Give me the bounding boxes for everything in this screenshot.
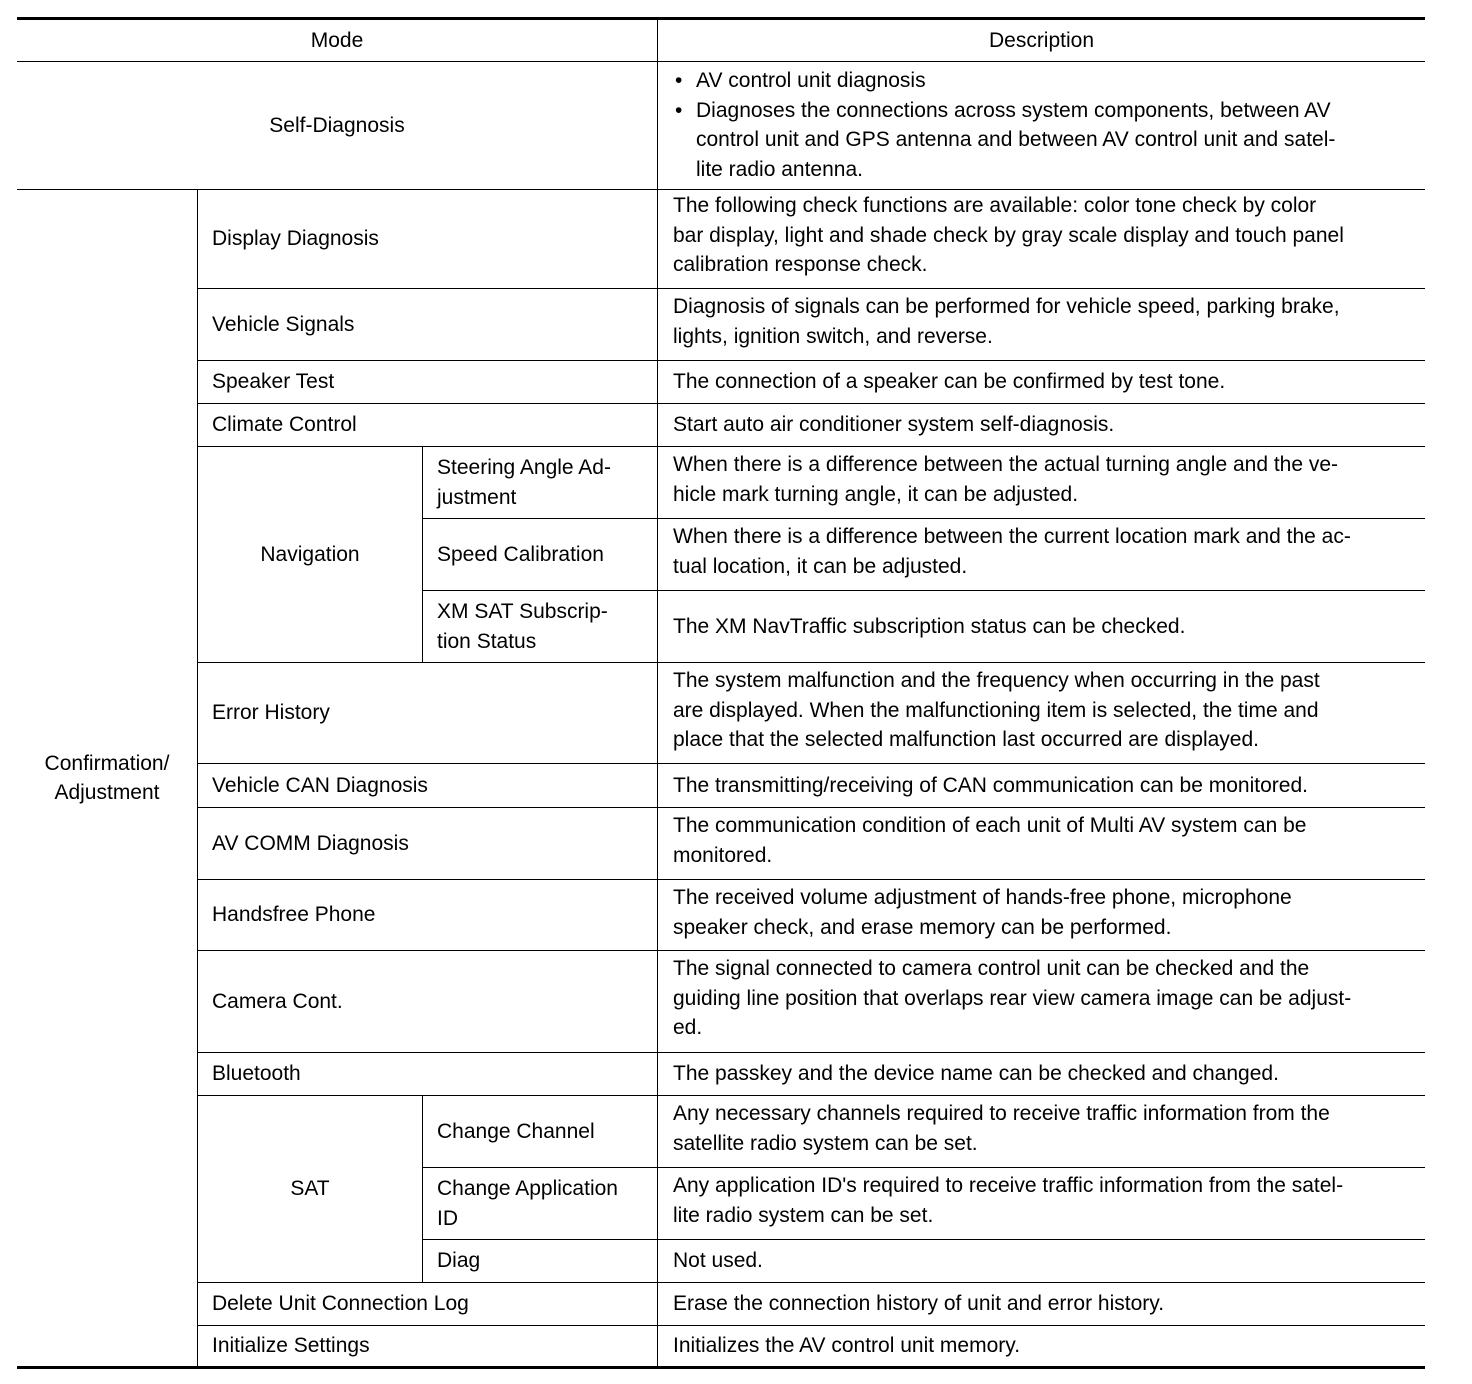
handsfree-phone-mode: Handsfree Phone [212,903,376,927]
camera-cont-description: The signal connected to camera control unit can be checked and the guiding line position that overlaps rear view camera image can be adjust- ed. [673,957,1352,1039]
header-mode: Mode [310,28,364,52]
initialize-settings-description: Initializes the AV control unit memory. [673,1334,1021,1358]
vehicle-signals-mode: Vehicle Signals [212,312,355,336]
header-description: Description [988,28,1095,52]
vehicle-can-mode: Vehicle CAN Diagnosis [212,773,428,797]
sat-label: SAT [290,1177,330,1201]
speed-calibration-mode: Speed Calibration [437,542,604,566]
mode-description-table [17,17,1425,1369]
display-diagnosis-mode: Display Diagnosis [212,227,379,251]
steering-angle-description: When there is a difference between the actual turning angle and the ve- hicle mark turning angle, it can be adjusted. [673,453,1339,506]
xm-sat-subscription-mode: XM SAT Subscrip- tion Status [437,600,608,653]
diag-mode: Diag [437,1249,481,1273]
diag-description: Not used. [673,1249,763,1273]
bullet-item: • Diagnoses the connections across system components, between AV control unit and GPS antenna and between AV control unit and satel- lite radio antenna. [673,96,1415,185]
speaker-test-description: The connection of a speaker can be confirmed by test tone. [673,370,1226,394]
error-history-mode: Error History [212,701,330,725]
speaker-test-mode: Speaker Test [212,370,335,394]
steering-angle-mode: Steering Angle Ad- justment [437,456,611,509]
vehicle-signals-description: Diagnosis of signals can be performed for vehicle speed, parking brake, lights, ignition switch, and reverse. [673,295,1340,348]
change-application-id-mode: Change Application ID [437,1177,618,1230]
delete-log-mode: Delete Unit Connection Log [212,1292,469,1316]
table-bottom-rule [17,1366,1425,1369]
handsfree-phone-description: The received volume adjustment of hands-free phone, microphone speaker check, and erase memory can be performed. [673,886,1292,939]
change-channel-description: Any necessary channels required to receive traffic information from the satellite radio system can be set. [673,1102,1330,1155]
self-diagnosis-mode: Self-Diagnosis [269,113,405,137]
climate-control-description: Start auto air conditioner system self-diagnosis. [673,413,1115,437]
self-diagnosis-description [658,66,1425,184]
initialize-settings-mode: Initialize Settings [212,1334,370,1358]
change-channel-mode: Change Channel [437,1119,595,1143]
climate-control-mode: Climate Control [212,413,357,437]
bluetooth-mode: Bluetooth [212,1062,301,1086]
confirmation-adjustment-label: Confirmation/ Adjustment [44,751,170,804]
av-comm-description: The communication condition of each unit of Multi AV system can be monitored. [673,814,1307,867]
display-diagnosis-description: The following check functions are available: color tone check by color bar display, light and shade check by gray scale display and touch panel calibration response check. [673,194,1344,276]
bullet-item: • AV control unit diagnosis [673,66,1415,96]
av-comm-mode: AV COMM Diagnosis [212,831,409,855]
camera-cont-mode: Camera Cont. [212,989,343,1013]
navigation-label: Navigation [260,542,360,566]
speed-calibration-description: When there is a difference between the current location mark and the ac- tual location, it can be adjusted. [673,525,1351,578]
delete-log-description: Erase the connection history of unit and error history. [673,1292,1165,1316]
change-application-id-description: Any application ID's required to receive traffic information from the satel- lite radio system can be set. [673,1174,1344,1227]
bluetooth-description: The passkey and the device name can be checked and changed. [673,1062,1279,1086]
xm-sat-subscription-description: The XM NavTraffic subscription status can be checked. [673,614,1186,638]
error-history-description: The system malfunction and the frequency when occurring in the past are displayed. When the malfunctioning item is selected, the time and place that the selected malfunction last occurred are displayed. [673,669,1320,751]
vehicle-can-description: The transmitting/receiving of CAN communication can be monitored. [673,773,1308,797]
